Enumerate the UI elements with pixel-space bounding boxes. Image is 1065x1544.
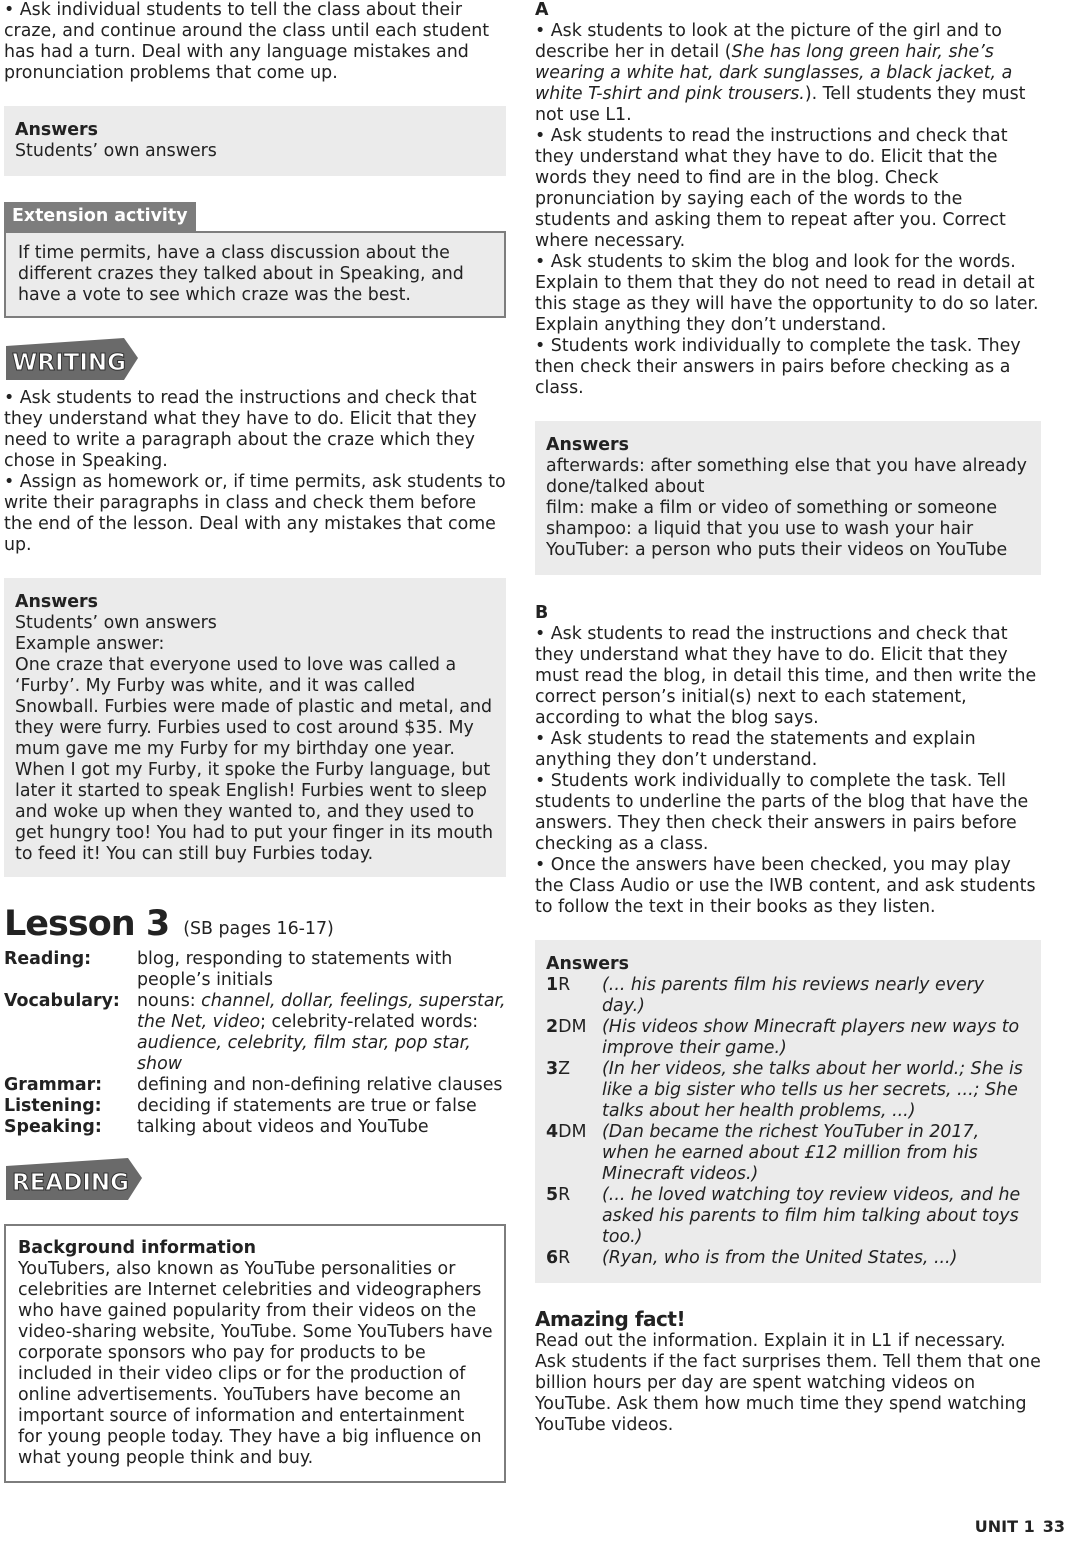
- right-column: [535, 0, 1041, 1436]
- reading-banner: [4, 1156, 506, 1204]
- amazing-fact-text: Read out the information. Explain it in L1 if necessary. Ask students if the fact surprises them. Tell them that one billion hours per day are spent watching videos on YouTube. Ask them how much time they spend watching YouTube videos.: [535, 1331, 1041, 1435]
- answer-row: 1R (... his parents film his reviews nearly every day.): [546, 975, 985, 1016]
- left-column: [4, 0, 506, 1483]
- answer-row: 6R (Ryan, who is from the United States, ...): [546, 1248, 958, 1268]
- b-paragraph-2: • Ask students to read the statements and explain anything they don’t understand.: [535, 729, 976, 770]
- answers-text: Students’ own answers: [15, 141, 217, 161]
- b-paragraph-3: • Students work individually to complete the task. Tell students to underline the parts of the blog that have the answers. They then check their answers in pairs before checking as a class.: [535, 771, 1029, 854]
- writing-banner-shape: [4, 336, 144, 384]
- answers-heading: Answers: [15, 120, 98, 140]
- page-number: 33: [1042, 1517, 1065, 1536]
- amazing-fact-title: Amazing fact!: [535, 1307, 686, 1331]
- summary-listening: Listening: deciding if statements are true or false: [4, 1096, 477, 1116]
- example-answers-heading: Answers: [15, 592, 98, 612]
- extension-box: [4, 231, 506, 318]
- b-paragraph-1: • Ask students to read the instructions and check that they understand what they have to do. Elicit that they must read the blog, in detail this time, and then write the correct person’s initial(s) next to each statement, according to what the blog says.: [535, 624, 1037, 728]
- lesson-pages: (SB pages 16-17): [183, 919, 334, 939]
- answers-a-item: afterwards: after something else that you have already done/talked about: [546, 456, 1027, 497]
- answers-a-item: YouTuber: a person who puts their videos on YouTube: [546, 540, 1008, 560]
- example-answers-line1: Students’ own answers: [15, 613, 217, 633]
- lesson-summary: [4, 949, 506, 1138]
- answers-b-box: [535, 940, 1041, 1283]
- extension-label: Extension activity: [4, 202, 196, 231]
- background-text: YouTubers, also known as YouTube personalities or celebrities are Internet celebrities and videographers who have gained popularity from their videos on the video-sharing website, YouTube. Some YouTubers have corporate sponsors who pay for products to be included in their video clips or for the production of online advertisements. YouTubers have become an important source of information and entertainment for young people today. They have a big influence on what young people think and buy.: [18, 1259, 493, 1468]
- example-answers-line2: Example answer:: [15, 634, 165, 654]
- answer-row: 2DM (His videos show Minecraft players new ways to improve their game.): [546, 1017, 1020, 1058]
- background-heading: Background information: [18, 1238, 256, 1258]
- writing-banner: [4, 336, 506, 384]
- writing-paragraph-2: • Assign as homework or, if time permits, ask students to write their paragraphs in class and check them before the end of the lesson. Deal with any mistakes that come up.: [4, 472, 506, 555]
- unit-label: UNIT 1: [974, 1517, 1035, 1536]
- a-paragraph-4: • Students work individually to complete the task. They then check their answers in pairs before checking as a class.: [535, 336, 1021, 398]
- answer-row: 4DM (Dan became the richest YouTuber in 2017, when he earned about £12 million from his Minecraft videos.): [546, 1122, 980, 1184]
- reading-banner-shape: [4, 1156, 148, 1204]
- answers-a-item: shampoo: a liquid that you use to wash your hair: [546, 519, 974, 539]
- summary-reading: Reading: blog, responding to statements with people’s initials: [4, 949, 453, 990]
- writing-paragraph-1: • Ask students to read the instructions and check that they understand what they have to do. Elicit that they need to write a paragraph about the craze which they chose in Speaking.: [4, 388, 477, 471]
- answers-a-box: [535, 421, 1041, 575]
- page-footer: [945, 1516, 1065, 1537]
- example-answers-box: [4, 578, 506, 877]
- a-paragraph-1: • Ask students to look at the picture of the girl and to describe her in detail (She has long green hair, she’s wearing a white hat, dark sunglasses, a black jacket, a white T-shirt and pink trousers.). Tell students they must not use L1.: [535, 21, 1026, 125]
- section-b-label: B: [535, 603, 549, 623]
- answers-a-heading: Answers: [546, 435, 629, 455]
- reading-banner-text: READING: [12, 1170, 129, 1196]
- a-paragraph-3: • Ask students to skim the blog and look for the words. Explain to them that they do not need to read in detail at this stage as they will have the opportunity to do so later. Explain anything they don’t understand.: [535, 252, 1039, 335]
- section-a-label: A: [535, 0, 549, 20]
- background-info-box: [4, 1224, 506, 1483]
- example-answer-text: One craze that everyone used to love was called a ‘Furby’. My Furby was white, and it was called Snowball. Furbies were made of plastic and metal, and they were furry. Furbies used to cost around $35. My mum gave me my Furby for my birthday one year. When I got my Furby, it spoke the Furby language, but later it started to speak English! Furbies went to sleep and woke up when they wanted to, and they used to get hungry too! You had to put your finger in its mouth to feed it! You can still buy Furbies today.: [15, 655, 493, 864]
- answer-row: 3Z (In her videos, she talks about her world.; She is like a big sister who tells us her secrets, ...; She talks about her health problems, ...): [546, 1059, 1023, 1121]
- summary-vocabulary: Vocabulary: nouns: channel, dollar, feelings, superstar, the Net, video; celebrity-related words: audience, celebrity, film star, pop star, show: [4, 991, 506, 1074]
- writing-banner-text: WRITING: [12, 350, 127, 376]
- answers-b-heading: Answers: [546, 954, 629, 974]
- answers-a-item: film: make a film or video of something or someone: [546, 498, 998, 518]
- b-paragraph-4: • Once the answers have been checked, you may play the Class Audio or use the IWB content, and ask students to follow the text in their books as they listen.: [535, 855, 1036, 917]
- lesson-title: Lesson 3: [4, 904, 170, 944]
- intro-paragraph: • Ask individual students to tell the class about their craze, and continue around the class until each student has had a turn. Deal with any language mistakes and pronunciation problems that come up.: [4, 0, 490, 83]
- answers-box: [4, 106, 506, 176]
- extension-text: If time permits, have a class discussion about the different crazes they talked about in Speaking, and have a vote to see which craze was the best.: [18, 243, 464, 305]
- extension-activity: [4, 202, 506, 318]
- summary-speaking: Speaking: talking about videos and YouTube: [4, 1117, 429, 1137]
- lesson-header: [4, 899, 506, 943]
- summary-grammar: Grammar: defining and non-defining relative clauses: [4, 1075, 503, 1095]
- a-paragraph-2: • Ask students to read the instructions and check that they understand what they have to do. Elicit that the words they need to find are in the blog. Check pronunciation by saying each of the words to the students and asking them to repeat after you. Correct where necessary.: [535, 126, 1008, 251]
- answer-row: 5R (... he loved watching toy review videos, and he asked his parents to film him talking about toys too.): [546, 1185, 1021, 1247]
